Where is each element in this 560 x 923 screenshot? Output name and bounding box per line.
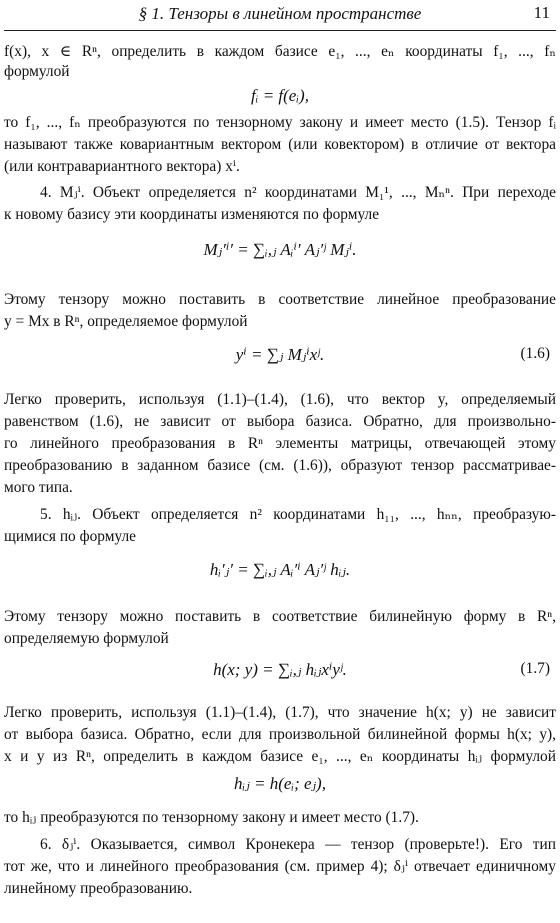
text-line: y = Mx в Rⁿ, определяемое формулой — [4, 313, 248, 330]
text-line: мого типа. — [4, 479, 73, 496]
text-line: 4. Mⱼⁱ. Объект определяется n² координатами M₁¹, ..., Mₙⁿ. При переходе — [40, 184, 556, 201]
text-line: то hᵢⱼ преобразуются по тензорному закону и имеет место (1.7). — [4, 809, 419, 826]
header-title: § 1. Тензоры в линейном пространстве — [138, 4, 422, 23]
running-header — [4, 0, 556, 31]
text-line: f(x), x ∈ Rⁿ, определить в каждом базисе e₁, ..., eₙ координаты f₁, ..., fₙ — [4, 43, 556, 60]
text-line: называют также ковариантным вектором (или ковектором) в отличие от вектора — [4, 136, 556, 153]
text-line: x и y из Rⁿ, определить в каждом базисе e₁, ..., eₙ координаты hᵢⱼ формулой — [4, 748, 556, 765]
text-line: (или контравариантного вектора) xⁱ. — [4, 158, 240, 175]
formula: Mⱼ′ⁱ′ = ∑ᵢ,ⱼ Aᵢⁱ′ Aⱼ′ʲ Mⱼⁱ. — [203, 240, 357, 259]
text-line: преобразованию в заданном базисе (см. (1.6)), образуют тензор рассматривае- — [4, 457, 556, 474]
text-line: тот же, что и линейного преобразования (см. пример 4); δⱼⁱ отвечает единичному — [4, 858, 556, 875]
formula: fᵢ = f(eᵢ), — [251, 86, 309, 105]
text-line: Легко проверить, используя (1.1)–(1.4), (1.7), что значение h(x; y) не зависит — [4, 704, 556, 721]
text-line: Легко проверить, используя (1.1)–(1.4), (1.6), что вектор y, определяемый — [4, 391, 556, 408]
equation-number: (1.7) — [520, 660, 550, 677]
page-number: 11 — [533, 3, 550, 22]
text-line: щимися по формуле — [4, 528, 136, 545]
text-line: линейному преобразованию. — [4, 880, 193, 897]
text-line: Этому тензору можно поставить в соответствие линейное преобразование — [4, 291, 556, 308]
text-line: 5. hᵢⱼ. Объект определяется n² координатами h₁₁, ..., hₙₙ, преобразую- — [40, 506, 556, 523]
text-line: то f₁, ..., fₙ преобразуются по тензорному закону и имеет место (1.5). Тензор fᵢ — [4, 114, 556, 131]
formula: h(x; y) = ∑ᵢ,ⱼ hᵢⱼxⁱyʲ. — [213, 660, 347, 679]
text-line: 6. δⱼⁱ. Оказывается, символ Кронекера — тензор (проверьте!). Его тип — [40, 836, 556, 853]
text-line: к новому базису эти координаты изменяются по формуле — [4, 206, 380, 223]
formula: hᵢ′ⱼ′ = ∑ᵢ,ⱼ Aᵢ′ⁱ Aⱼ′ʲ hᵢⱼ. — [209, 560, 351, 579]
equation-number: (1.6) — [520, 345, 550, 362]
text-line: Этому тензору можно поставить в соответствие билинейную форму в Rⁿ, — [4, 608, 556, 625]
formula: hᵢⱼ = h(eᵢ; eⱼ), — [234, 774, 326, 793]
text-line: го линейного преобразования в Rⁿ элементы матрицы, отвечающей этому — [4, 435, 556, 452]
text-line: определяемую формулой — [4, 630, 169, 647]
formula: yⁱ = ∑ⱼ Mⱼⁱxʲ. — [235, 345, 325, 364]
text-line: от выбора базиса. Обратно, если для произвольной билинейной формы h(x; y), — [4, 726, 556, 743]
text-line: формулой — [4, 63, 70, 80]
text-line: равенством (1.6), не зависит от выбора базиса. Обратно, для произвольно- — [4, 413, 556, 430]
